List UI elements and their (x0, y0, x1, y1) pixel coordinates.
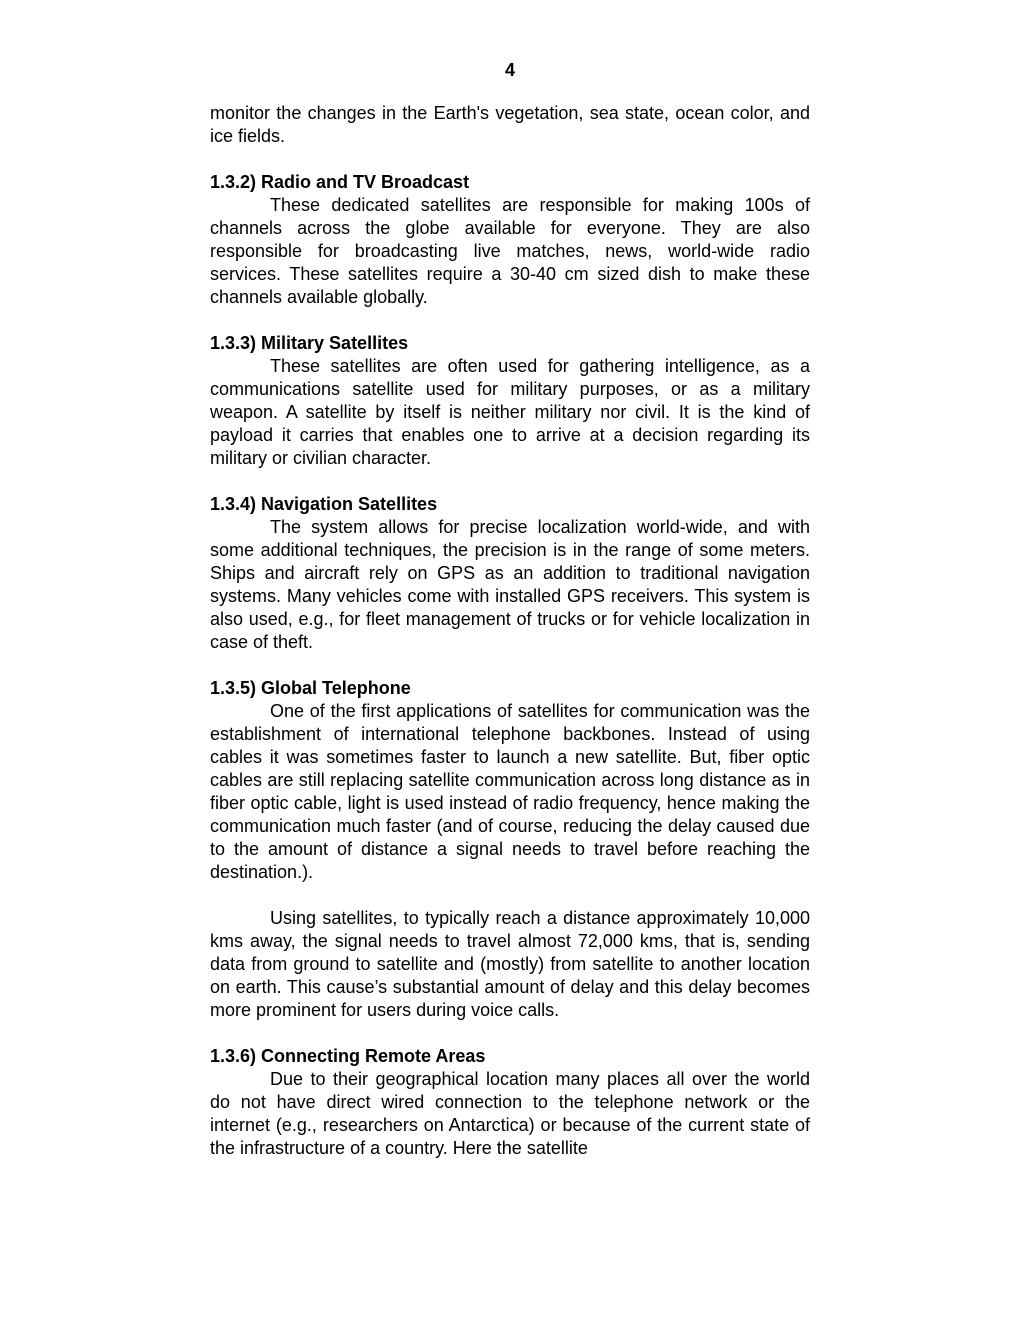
document-body (210, 102, 810, 1160)
section-paragraph: These satellites are often used for gathering intelligence, as a communications satellite used for military purposes, or as a military weapon. A satellite by itself is neither military nor civil. It is the kind of payload it carries that enables one to arrive at a decision regarding its military or civilian character. (210, 356, 810, 468)
section-heading: 1.3.3) Military Satellites (210, 333, 409, 353)
section-global-telephone (210, 677, 810, 1022)
section-heading: 1.3.4) Navigation Satellites (210, 494, 438, 514)
section-connecting-remote-areas (210, 1045, 810, 1160)
section-heading: 1.3.5) Global Telephone (210, 678, 411, 698)
page-number: 4 (504, 60, 515, 80)
section-paragraph: These dedicated satellites are responsible for making 100s of channels across the globe available for everyone. They are also responsible for broadcasting live matches, news, world-wide radio services. These satellites require a 30-40 cm sized dish to make these channels available globally. (210, 195, 810, 307)
section-paragraph: Using satellites, to typically reach a distance approximately 10,000 kms away, the signal needs to travel almost 72,000 kms, that is, sending data from ground to satellite and (mostly) from satellite to another location on earth. This cause’s substantial amount of delay and this delay becomes more prominent for users during voice calls. (210, 908, 810, 1020)
section-military-satellites (210, 332, 810, 470)
section-paragraph: Due to their geographical location many places all over the world do not have direct wired connection to the telephone network or the internet (e.g., researchers on Antarctica) or because of the current state of the infrastructure of a country. Here the satellite (210, 1069, 810, 1158)
section-heading: 1.3.2) Radio and TV Broadcast (210, 172, 470, 192)
section-paragraph: The system allows for precise localization world-wide, and with some additional techniques, the precision is in the range of some meters. Ships and aircraft rely on GPS as an addition to traditional navigation systems. Many vehicles come with installed GPS receivers. This system is also used, e.g., for fleet management of trucks or for vehicle localization in case of theft. (210, 517, 810, 652)
section-heading: 1.3.6) Connecting Remote Areas (210, 1046, 486, 1066)
intro-paragraph: monitor the changes in the Earth's vegetation, sea state, ocean color, and ice fields. (210, 103, 810, 146)
section-radio-tv-broadcast (210, 171, 810, 309)
section-navigation-satellites (210, 493, 810, 654)
section-paragraph: One of the first applications of satellites for communication was the establishment of international telephone backbones. Instead of using cables it was sometimes faster to launch a new satellite. But, fiber optic cables are still replacing satellite communication across long distance as in fiber optic cable, light is used instead of radio frequency, hence making the communication much faster (and of course, reducing the delay caused due to the amount of distance a signal needs to travel before reaching the destination.). (210, 701, 810, 882)
